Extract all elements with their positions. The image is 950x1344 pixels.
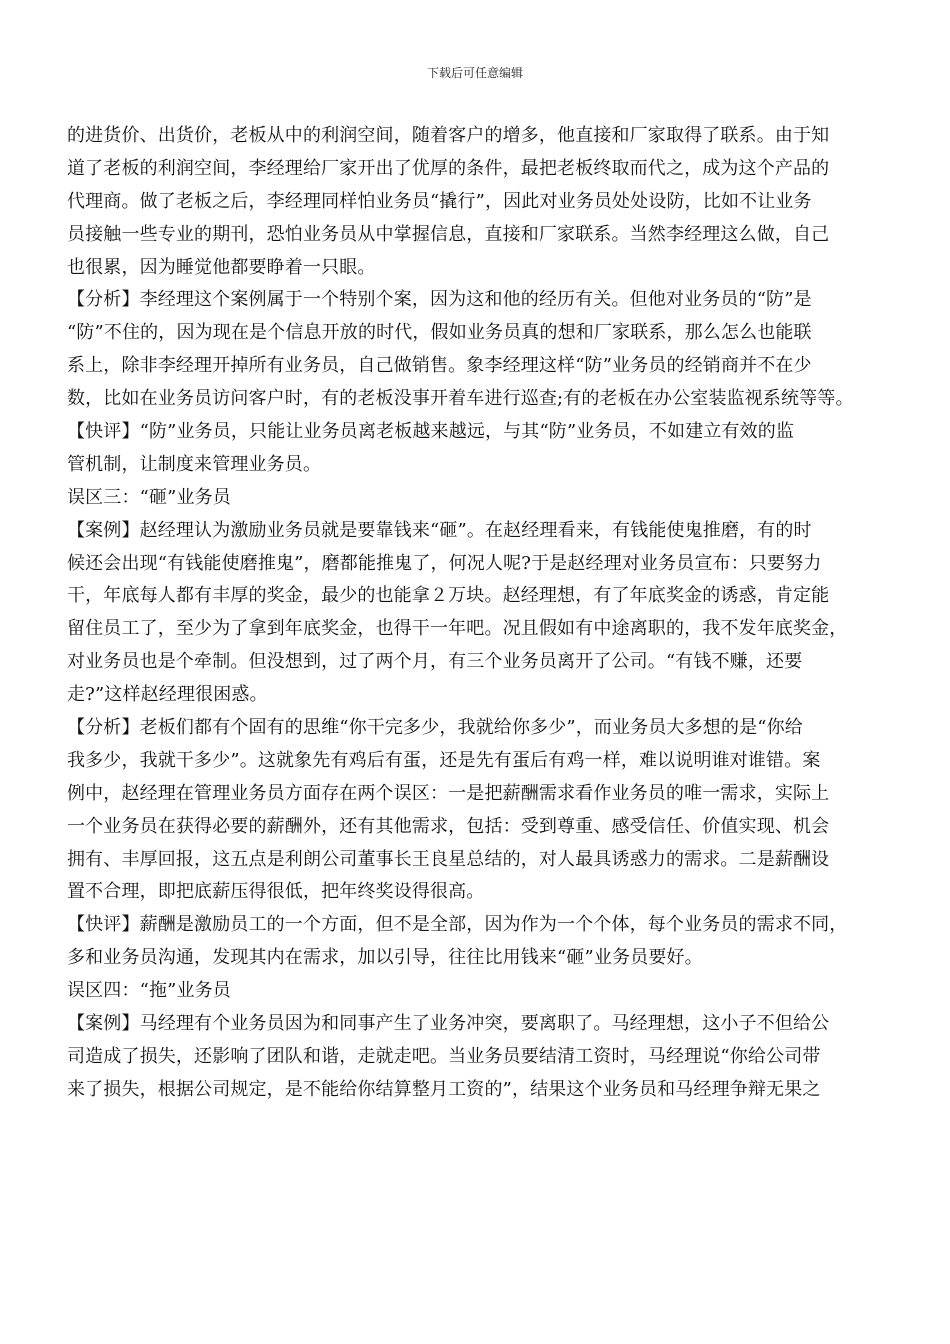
text-line: 道了老板的利润空间，李经理给厂家开出了优厚的条件，最把老板终取而代之，成为这个产品的: [67, 157, 830, 179]
document-body: [67, 120, 887, 1107]
text-line: 置不合理，即把底薪压得很低，把年终奖设得很高。: [67, 881, 485, 903]
text-line: 例中，赵经理在管理业务员方面存在两个误区：一是把薪酬需求看作业务员的唯一需求，实际上: [67, 782, 830, 804]
text-line: 的进货价、出货价，老板从中的利润空间，随着客户的增多，他直接和厂家取得了联系。由于知: [67, 125, 830, 146]
text-line: 代理商。做了老板之后，李经理同样怕业务员“撬行”，因此对业务员处处设防，比如不让业务: [67, 190, 812, 212]
text-line: 候还会出现“有钱能使磨推鬼”，磨都能推鬼了，何况人呢?于是赵经理对业务员宣布：只要努力: [67, 552, 822, 574]
page-header: 下载后可任意编辑: [426, 66, 523, 80]
text-line: 司造成了损失，还影响了团队和谐，走就走吧。当业务员要结清工资时，马经理说“你给公司带: [67, 1045, 821, 1067]
text-line: 【案例】赵经理认为激励业务员就是要靠钱来“砸”。在赵经理看来，有钱能使鬼推磨，有的时: [67, 519, 812, 541]
text-line: 员接触一些专业的期刊，恐怕业务员从中掌握信息，直接和厂家联系。当然李经理这么做，自己: [67, 223, 830, 245]
text-line: 留住员工了，至少为了拿到年底奖金，也得干一年吧。况且假如有中途离职的，我不发年底奖金，: [67, 618, 848, 640]
text-line: 拥有、丰厚回报，这五点是利朗公司董事长王良星总结的，对人最具诱惑力的需求。二是薪酬设: [67, 848, 830, 870]
text-line: 【快评】薪酬是激励员工的一个方面，但不是全部，因为作为一个个体，每个业务员的需求不同，: [67, 914, 848, 936]
text-line: 对业务员也是个牵制。但没想到，过了两个月，有三个业务员离开了公司。“有钱不赚，还要: [67, 651, 803, 673]
text-line: 系上，除非李经理开掉所有业务员，自己做销售。象李经理这样“防”业务员的经销商并不在少: [67, 355, 812, 377]
text-line: 也很累，因为睡觉他都要睁着一只眼。: [67, 256, 376, 278]
text-line: 管机制，让制度来管理业务员。: [67, 453, 322, 475]
text-line: “防”不住的，因为现在是个信息开放的时代，假如业务员真的想和厂家联系，那么怎么也能联: [67, 322, 812, 344]
text-line: 一个业务员在获得必要的薪酬外，还有其他需求，包括：受到尊重、感受信任、价值实现、机会: [67, 815, 830, 837]
text-line: 数，比如在业务员访问客户时，有的老板没事开着车进行巡查;有的老板在办公室装监视系统等等。: [67, 388, 854, 410]
text-line: 走?”这样赵经理很困惑。: [67, 684, 268, 706]
text-line: 【分析】老板们都有个固有的思维“你干完多少，我就给你多少”，而业务员大多想的是“你给: [67, 717, 803, 739]
text-line: 来了损失，根据公司规定，是不能给你结算整月工资的”，结果这个业务员和马经理争辩无果之: [67, 1078, 821, 1100]
text-line: 干，年底每人都有丰厚的奖金，最少的也能拿２万块。赵经理想，有了年底奖金的诱惑，肯定能: [67, 585, 830, 607]
text-line: 【分析】李经理这个案例属于一个特别个案，因为这和他的经历有关。但他对业务员的“防”是: [67, 289, 812, 311]
text-line: 【案例】马经理有个业务员因为和同事产生了业务冲突，要离职了。马经理想，这小子不但给公: [67, 1013, 830, 1035]
section-heading: 误区三：“砸”业务员: [67, 486, 231, 508]
section-heading: 误区四：“拖”业务员: [67, 980, 231, 1002]
text-line: 多和业务员沟通，发现其内在需求，加以引导，往往比用钱来“砸”业务员要好。: [67, 947, 703, 969]
text-line: 我多少，我就干多少”。这就象先有鸡后有蛋，还是先有蛋后有鸡一样，难以说明谁对谁错。案: [67, 749, 821, 771]
text-line: 【快评】“防”业务员，只能让业务员离老板越来越远，与其“防”业务员，不如建立有效的监: [67, 421, 795, 443]
